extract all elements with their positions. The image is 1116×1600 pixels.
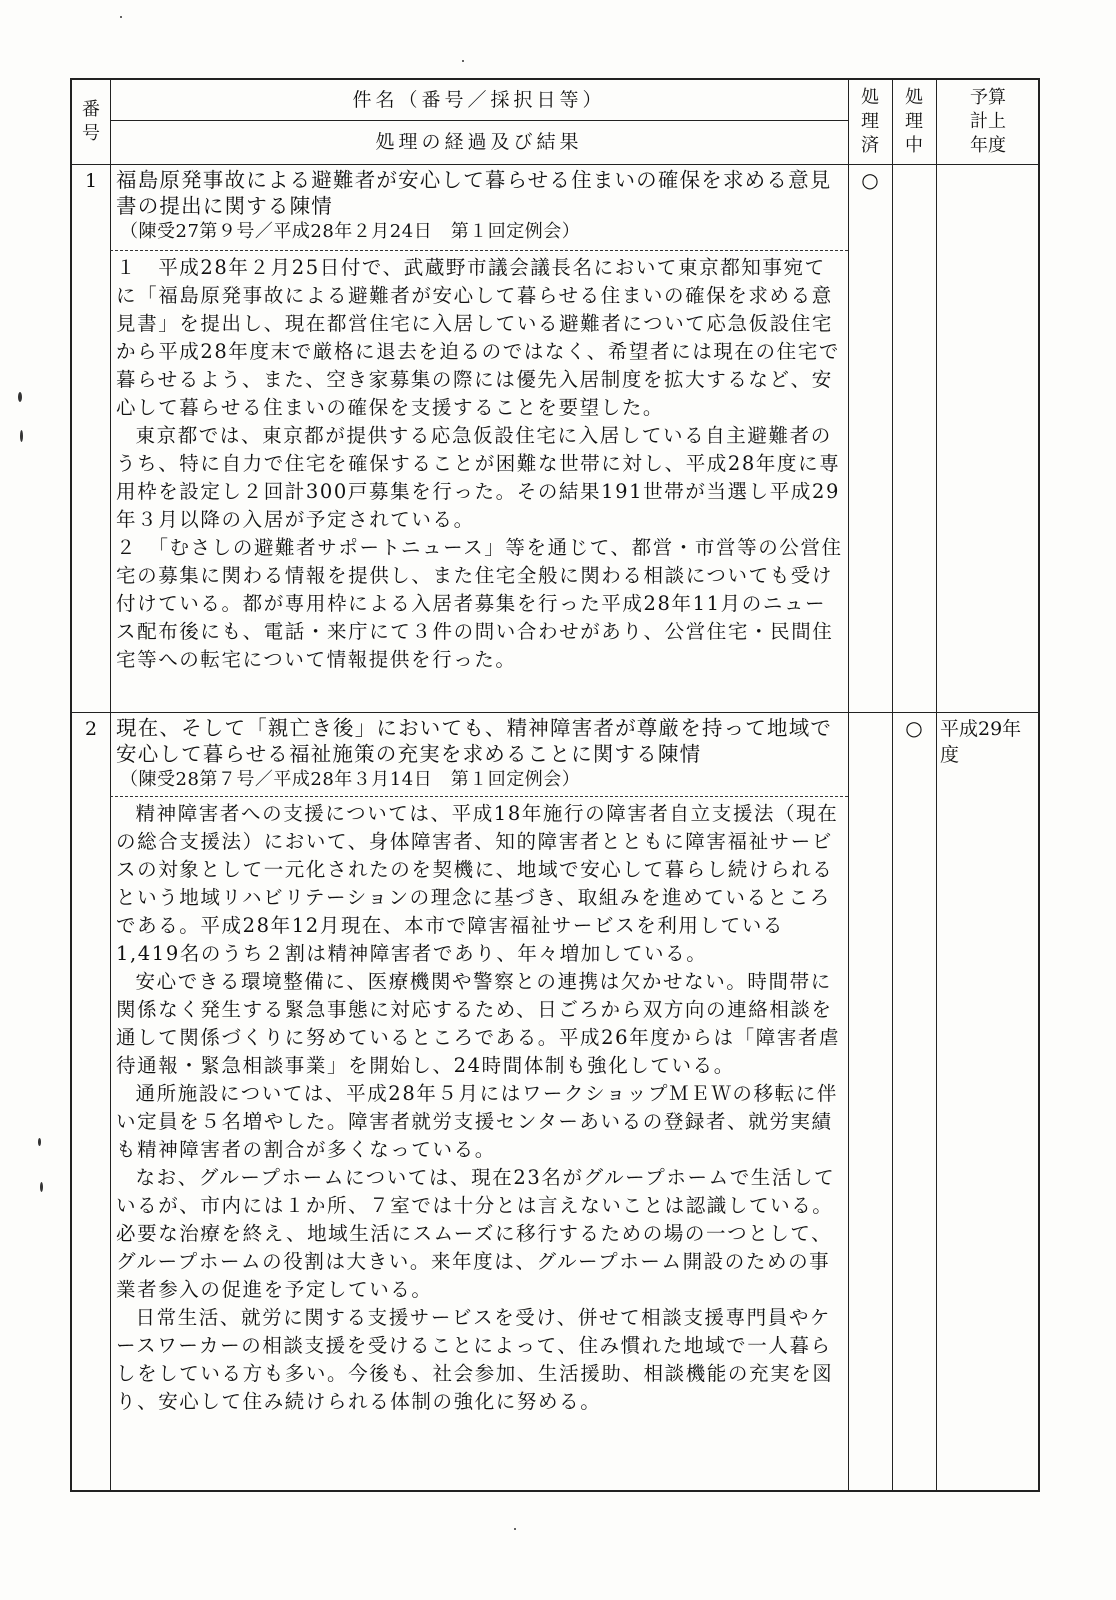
col-divider bbox=[892, 80, 893, 1490]
row-number: 1 bbox=[84, 170, 98, 192]
paragraph: ２ 「むさしの避難者サポートニュース」等を通じて、都営・市営等の公営住宅の募集に関わる情報を提供し、また住宅全般に関わる相談についても受け付けている。都が専用枠による入居者募集を行った平成28年11月のニュース配布後にも、電話・来庁にて３件の問い合わせがあり、公営住宅・民間住宅等への転宅について情報提供を行った。 bbox=[116, 536, 843, 671]
subject-text: 福島原発事故による避難者が安心して暮らせる住まいの確保を求める意見書の提出に関する陳情 bbox=[116, 168, 832, 218]
dashed-separator bbox=[110, 250, 848, 251]
scan-speck bbox=[462, 60, 464, 62]
row-process-body bbox=[110, 252, 848, 712]
row-subject bbox=[110, 164, 848, 250]
row-subject bbox=[110, 712, 848, 796]
row-number: 2 bbox=[84, 718, 98, 740]
scan-speck bbox=[38, 1138, 41, 1146]
col-divider bbox=[848, 80, 849, 1490]
scan-speck bbox=[120, 16, 122, 18]
scan-speck bbox=[514, 1528, 516, 1530]
done-mark: ○ bbox=[861, 168, 879, 192]
scan-speck bbox=[18, 392, 22, 402]
results-table bbox=[70, 78, 1040, 1492]
paragraph: １ 平成28年２月25日付で、武蔵野市議会議長名において東京都知事宛てに「福島原発事故による避難者が安心して暮らせる住まいの確保を求める意見書」を提出し、現在都営住宅に入居している避難者について応急仮設住宅から平成28年度末で厳格に退去を迫るのではなく、希望者には現在の住宅で暮らせるよう、また、空き家募集の際には優先入居制度を拡大するなど、安心して暮らせる住まいの確保を支援することを要望した。 bbox=[116, 256, 840, 419]
budget-year bbox=[936, 166, 1040, 170]
header-no: 番 号 bbox=[82, 99, 100, 144]
paragraph: 東京都では、東京都が提供する応急仮設住宅に入居している自主避難者のうち、特に自力で住宅を確保することが困難な世帯に対し、平成28年度に専用枠を設定し２回計300戸募集を行った。その結果191世帯が当選し平成29年３月以降の入居が予定されている。 bbox=[116, 424, 841, 531]
scan-speck bbox=[20, 430, 23, 442]
header-budget-year: 予算 計上 年度 bbox=[970, 87, 1006, 156]
header-in-progress: 処 理 中 bbox=[905, 87, 923, 156]
dashed-separator bbox=[110, 796, 848, 797]
in-progress-mark: ○ bbox=[905, 716, 923, 740]
budget-year: 平成29年度 bbox=[940, 718, 1022, 766]
paragraph: 安心できる環境整備に、医療機関や警察との連携は欠かせない。時間帯に関係なく発生する緊急事態に対応するため、日ごろから双方向の連絡相談を通して関係づくりに努めているところである。平成26年度からは「障害者虐待通報・緊急相談事業」を開始し、24時間体制も強化している。 bbox=[116, 970, 841, 1077]
paragraph: 精神障害者への支援については、平成18年施行の障害者自立支援法（現在の総合支援法）において、身体障害者、知的障害者とともに障害福祉サービスの対象として一元化されたのを契機に、地域で安心して暮らし続けられるという地域リハビリテーションの理念に基づき、取組みを進めているところである。平成28年12月現在、本市で障害福祉サービスを利用している1,419名のうち２割は精神障害者であり、年々増加している。 bbox=[116, 802, 839, 965]
subject-ref: （陳受27第９号／平成28年２月24日 第１回定例会） bbox=[120, 221, 581, 242]
paragraph: 通所施設については、平成28年５月にはワークショップＭＥＷの移転に伴い定員を５名増やした。障害者就労支援センターあいるの登録者、就労実績も精神障害者の割合が多くなっている。 bbox=[116, 1082, 838, 1161]
col-divider bbox=[936, 80, 937, 1490]
row-process-body bbox=[110, 798, 848, 1490]
subject-text: 現在、そして「親亡き後」においても、精神障害者が尊厳を持って地域で安心して暮らせる福祉施策の充実を求めることに関する陳情 bbox=[116, 716, 833, 766]
paragraph: なお、グループホームについては、現在23名がグループホームで生活しているが、市内には１か所、７室では十分とは言えないことは認識している。必要な治療を終え、地域生活にスムーズに移行するための場の一つとして、グループホームの役割は大きい。来年度は、グループホーム開設のための事業者参入の促進を予定している。 bbox=[116, 1166, 836, 1301]
paragraph: 日常生活、就労に関する支援サービスを受け、併せて相談支援専門員やケースワーカーの相談支援を受けることによって、住み慣れた地域で一人暮らしをしている方も多い。今後も、社会参加、生活援助、相談機能の充実を図り、安心して住み続けられる体制の強化に努める。 bbox=[116, 1306, 834, 1413]
header-done: 処 理 済 bbox=[861, 87, 879, 156]
header-process: 処理の経過及び結果 bbox=[375, 131, 583, 153]
scan-speck bbox=[40, 1182, 43, 1192]
subject-ref: （陳受28第７号／平成28年３月14日 第１回定例会） bbox=[120, 769, 581, 790]
header-subject: 件名（番号／採択日等） bbox=[352, 89, 606, 111]
